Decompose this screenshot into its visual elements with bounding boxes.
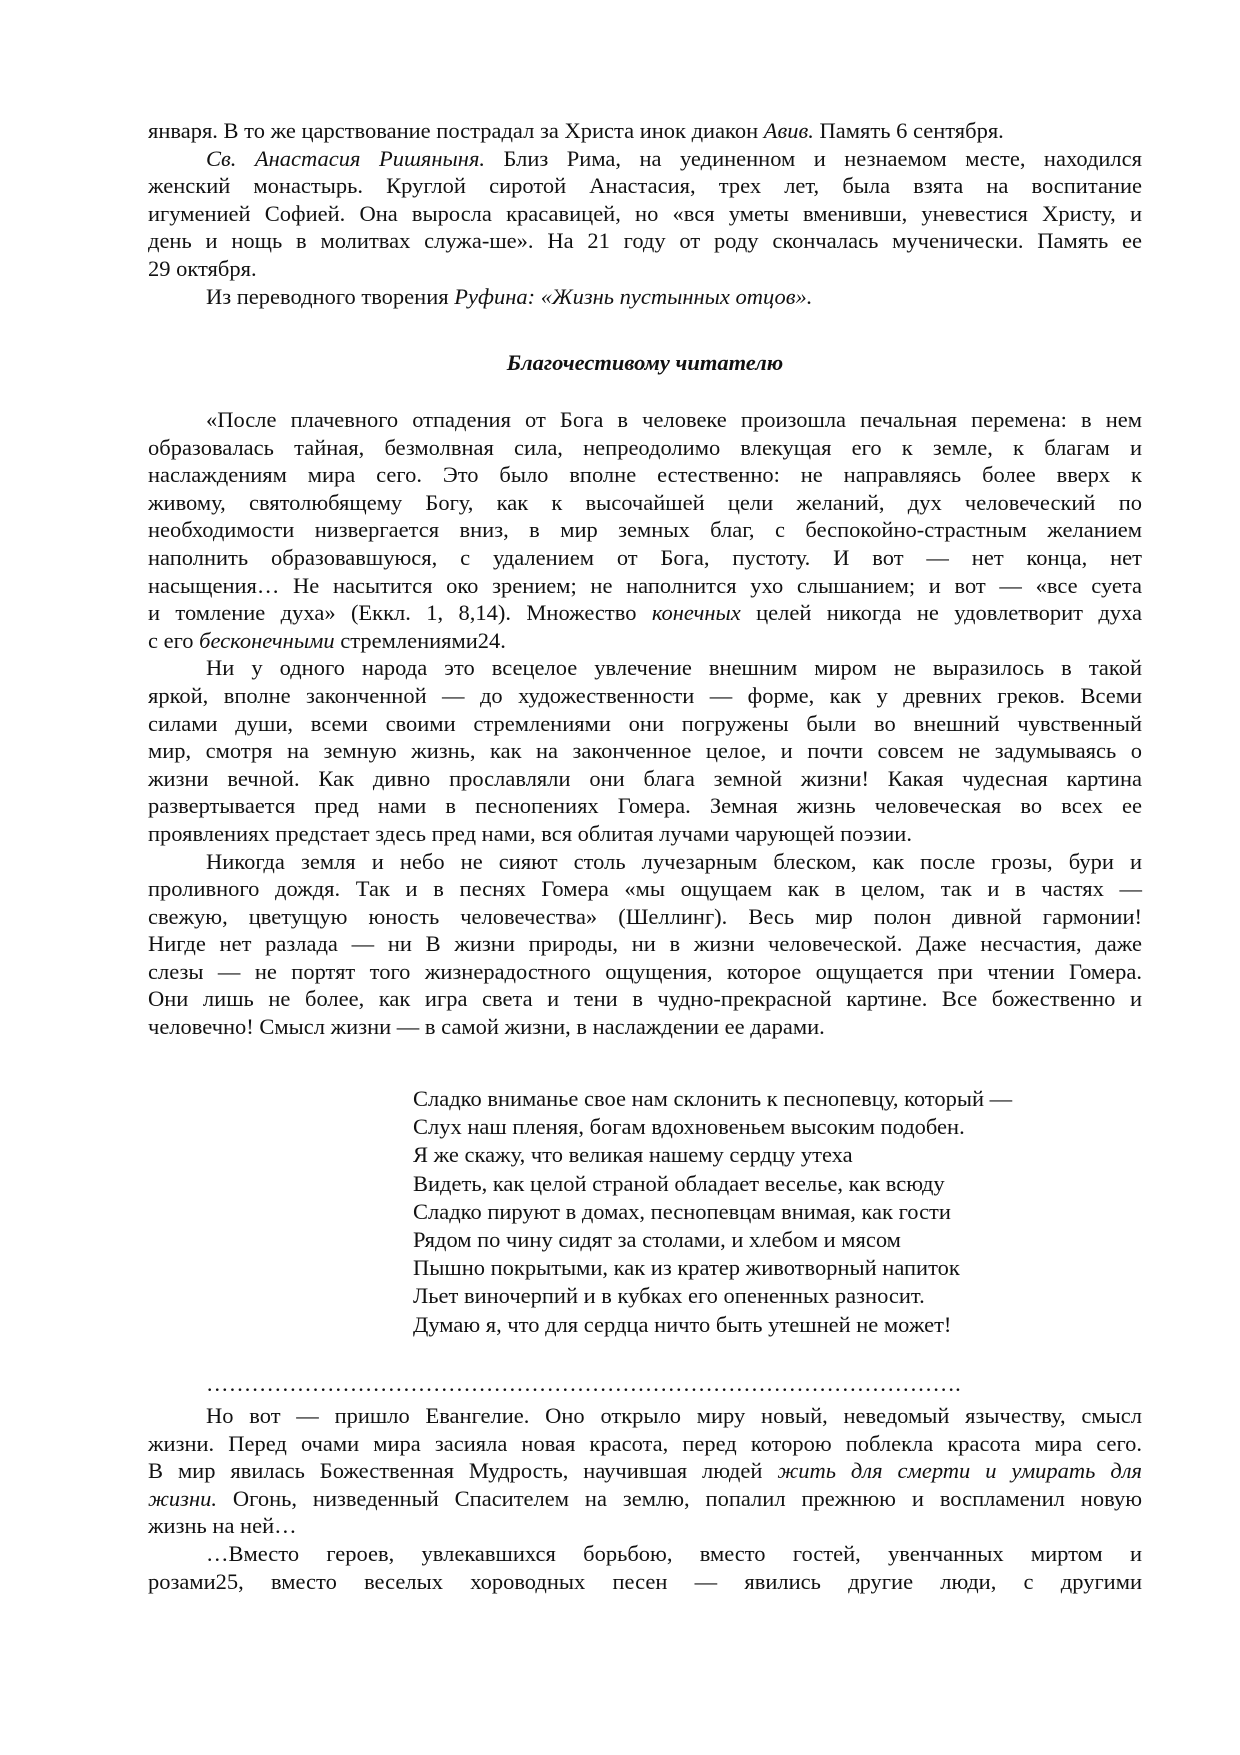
text-line: Никогда земля и небо не сияют столь лучезарным блеском, как после грозы, бури и [206, 848, 1142, 874]
text-line: день и нощь в молитвах служа-ше». На 21 году от роду скончалась мученически. Память ее [148, 228, 1142, 254]
text-line: Ни у одного народа это всецелое увлечение внешним миром не выразилось в такой [206, 655, 1142, 681]
text-line: Но вот — пришло Евангелие. Оно открыло миру новый, неведомый язычеству, смысл [206, 1403, 1142, 1428]
text-line: игуменией Софией. Она выросла красавицей, но «вся уметы вменивши, уневестися Христу, и [148, 200, 1142, 226]
poem-line: Сладко пируют в домах, песнопевцам внимая, как гости [413, 1198, 951, 1224]
intro-section [148, 117, 1142, 310]
text-line: с его бесконечными стремлениями24. [148, 627, 506, 653]
text-line: жизнь на ней… [148, 1513, 297, 1539]
paragraph-homer [148, 848, 1142, 1041]
text-line: «После плачевного отпадения от Бога в человеке произошла печальная перемена: в нем [206, 407, 1142, 432]
text-line: силами души, всеми своими стремлениями они погружены были во внешний чувственный [148, 710, 1142, 736]
main-section [148, 406, 1142, 1041]
text-line: жизни. Огонь, низведенный Спасителем на землю, попалил прежнюю и воспламенил новую [148, 1485, 1142, 1511]
text-line: наслаждениям мира сего. Это было вполне естественно: не направляясь более вверх к [148, 462, 1142, 488]
text-line: мир, смотря на земную жизнь, как на законченное целое, и почти совсем не задумываясь о [148, 738, 1142, 764]
gospel-section [148, 1402, 1142, 1595]
text-line: В мир явилась Божественная Мудрость, научившая людей жить для смерти и умирать для [148, 1458, 1143, 1484]
text-line: развертывается пред нами в песнопениях Гомера. Земная жизнь человеческая во всех ее [148, 793, 1142, 819]
poem-line: Рядом по чину сидят за столами, и хлебом и мясом [413, 1227, 901, 1253]
source-title-italic: Руфина: «Жизнь пустынных отцов». [454, 283, 813, 309]
poem-line: Пышно покрытыми, как из кратер животворный напиток [413, 1255, 960, 1281]
ellipsis-separator: ………………………………………………………………………………………. [206, 1371, 961, 1396]
text-line: Они лишь не более, как игра света и тени в чудно-прекрасной картине. Все божественно и [148, 986, 1142, 1012]
emphasis-italic: бесконечными [199, 627, 335, 653]
text-line: января. В то же царствование пострадал за Христа инок диакон Авив. Память 6 сентября. [148, 118, 1004, 143]
paragraph-aviv [148, 117, 1142, 145]
text-line: жизни вечной. Как дивно прославляли они блага земной жизни! Какая чудесная картина [148, 765, 1142, 791]
text-line: человечно! Смысл жизни — в самой жизни, в наслаждении ее дарами. [148, 1014, 825, 1040]
section-heading: Благочестивому читателю [506, 350, 784, 375]
poem-line: Видеть, как целой страной обладает веселье, как всюду [413, 1170, 945, 1196]
paragraph-greeks [148, 654, 1142, 847]
emphasis-italic: конечных [651, 600, 741, 626]
text-line: слезы — не портят того жизнерадостного ощущения, которое ощущается при чтении Гомера. [148, 958, 1142, 984]
text-line: проливного дождя. Так и в песнях Гомера «мы ощущаем как в целом, так и в частях — [148, 876, 1142, 902]
poem-line: Думаю я, что для сердца ничто быть утешней не может! [413, 1311, 952, 1337]
text-line: необходимости низвергается вниз, в мир земных благ, с беспокойно-страстным желанием [148, 517, 1142, 543]
poem-line: Я же скажу, что великая нашему сердцу утеха [413, 1142, 853, 1168]
text-line: яркой, вполне законченной — до художественности — форме, как у древних греков. Всеми [148, 682, 1142, 708]
text-line: образовалась тайная, безмолвная сила, непреодолимо влекущая его к земле, к благам и [148, 434, 1142, 460]
text-line: …Вместо героев, увлекавшихся борьбою, вместо гостей, увенчанных миртом и [206, 1540, 1142, 1566]
text-line: свежую, цветущую юность человечества» (Шеллинг). Весь мир полон дивной гармонии! [148, 903, 1142, 929]
poem-line: Сладко вниманье свое нам склонить к песнопевцу, который — [413, 1086, 1013, 1111]
text-line: 29 октября. [148, 255, 257, 281]
emphasis-italic: жить для смерти и умирать для [777, 1458, 1143, 1484]
paragraph-gospel [148, 1402, 1142, 1540]
text-line: насыщения… Не насытится око зрением; не наполнится ухо слышанием; и вот — «все суета [148, 572, 1142, 598]
poem-quote [413, 1085, 1012, 1339]
saint-name-italic: Св. Анастасия Ришяныня. [206, 145, 486, 171]
text-line: жизни. Перед очами мира засияла новая красота, перед которою поблекла красота мира сего. [148, 1430, 1142, 1456]
text-line: и томление духа» (Еккл. 1, 8,14). Множество конечных целей никогда не удовлетворит духа [148, 600, 1142, 626]
paragraph-rufin [148, 283, 1142, 311]
text-line: женский монастырь. Круглой сиротой Анастасия, трех лет, была взята на воспитание [148, 173, 1142, 199]
text-line: Св. Анастасия Ришяныня. Близ Рима, на уединенном и незнаемом месте, находился [206, 145, 1142, 171]
text-line: наполнить образовавшуюся, с удалением от Бога, пустоту. И вот — нет конца, нет [148, 544, 1142, 570]
text-line: розами25, вместо веселых хороводных песен — явились другие люди, с другими [148, 1568, 1142, 1594]
emphasis-italic: жизни. [148, 1485, 217, 1511]
paragraph-instead [148, 1540, 1142, 1595]
paragraph-fall [148, 406, 1142, 654]
poem-line: Льет виночерпий и в кубках его опененных разносит. [413, 1283, 925, 1309]
text-line: живому, святолюбящему Богу, как к высочайшей цели желаний, дух человеческий по [148, 489, 1142, 515]
saint-name-italic: Авив. [763, 118, 814, 143]
poem-line: Слух наш пленяя, богам вдохновеньем высоким подобен. [413, 1114, 965, 1140]
text-line: Нигде нет разлада — ни В жизни природы, ни в жизни человеческой. Даже несчастия, даже [148, 931, 1142, 957]
paragraph-anastasia [148, 145, 1142, 283]
text-line: проявлениях предстает здесь пред нами, вся облитая лучами чарующей поэзии. [148, 820, 912, 846]
text-line: Из переводного творения Руфина: «Жизнь пустынных отцов». [206, 283, 813, 309]
